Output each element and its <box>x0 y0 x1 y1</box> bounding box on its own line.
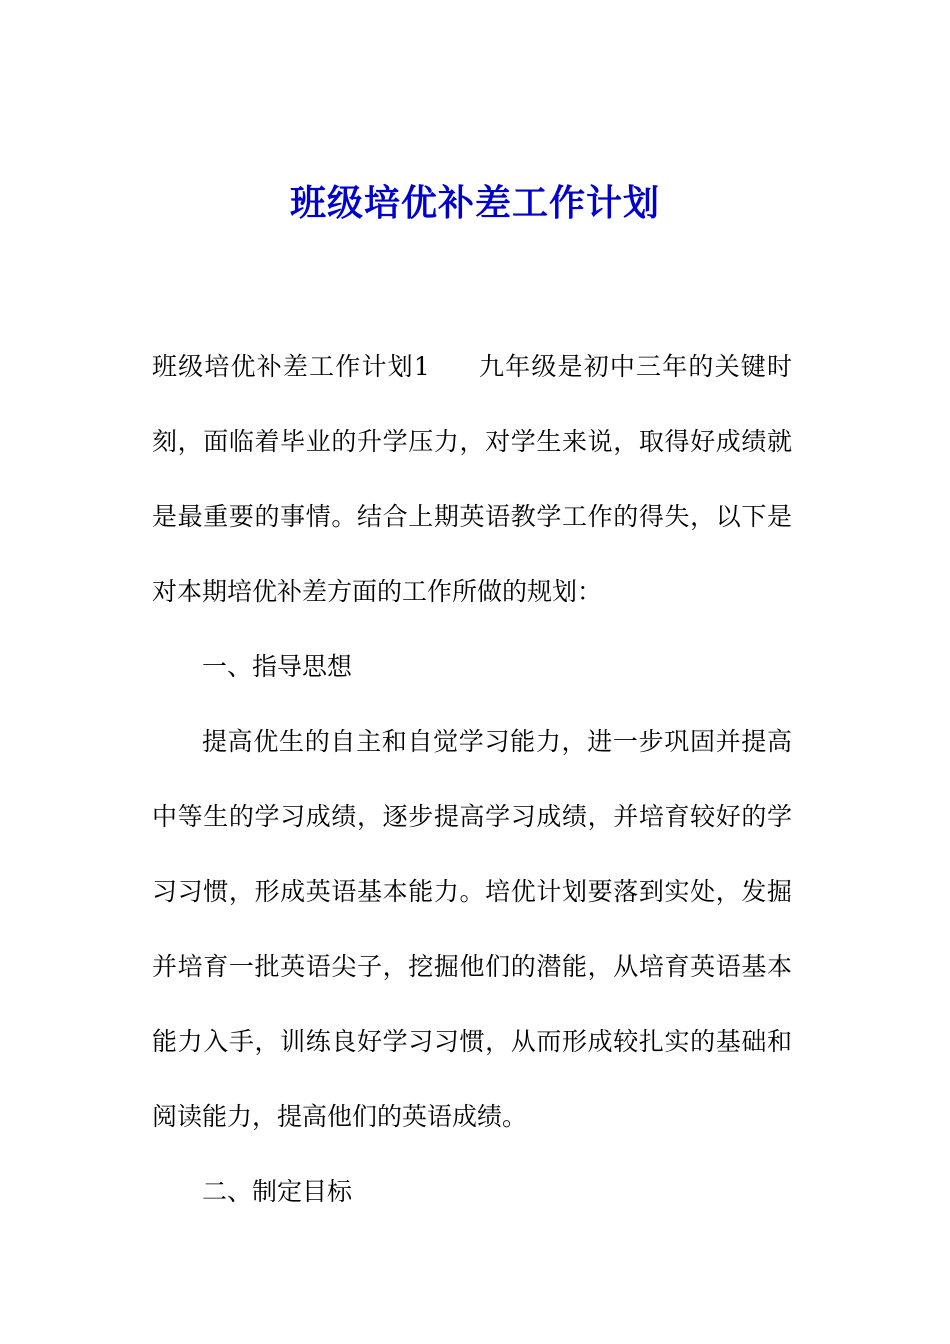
section-paragraph-guiding-ideology: 提高优生的自主和自觉学习能力，进一步巩固并提高中等生的学习成绩，逐步提高学习成绩，并培育较好的学习习惯，形成英语基本能力。培优计划要落到实处，发掘并培育一批英语尖子，挖掘他们的潜能，从培育英语基本能力入手，训练良好学习习惯，从而形成较扎实的基础和阅读能力，提高他们的英语成绩。 <box>152 727 792 1131</box>
document-body <box>152 329 792 1229</box>
intro-paragraph <box>152 329 792 629</box>
section-heading-guiding-ideology: 一、指导思想 <box>202 652 353 681</box>
intro-heading: 班级培优补差工作计划1 <box>152 352 430 381</box>
intro-text: 九年级是初中三年的关键时刻，面临着毕业的升学压力，对学生来说，取得好成绩就是最重要的事情。结合上期英语教学工作的得失，以下是对本期培优补差方面的工作所做的规划： <box>152 352 792 606</box>
document-title: 班级培优补差工作计划 <box>289 182 660 224</box>
section-heading-set-goals: 二、制定目标 <box>202 1177 353 1206</box>
